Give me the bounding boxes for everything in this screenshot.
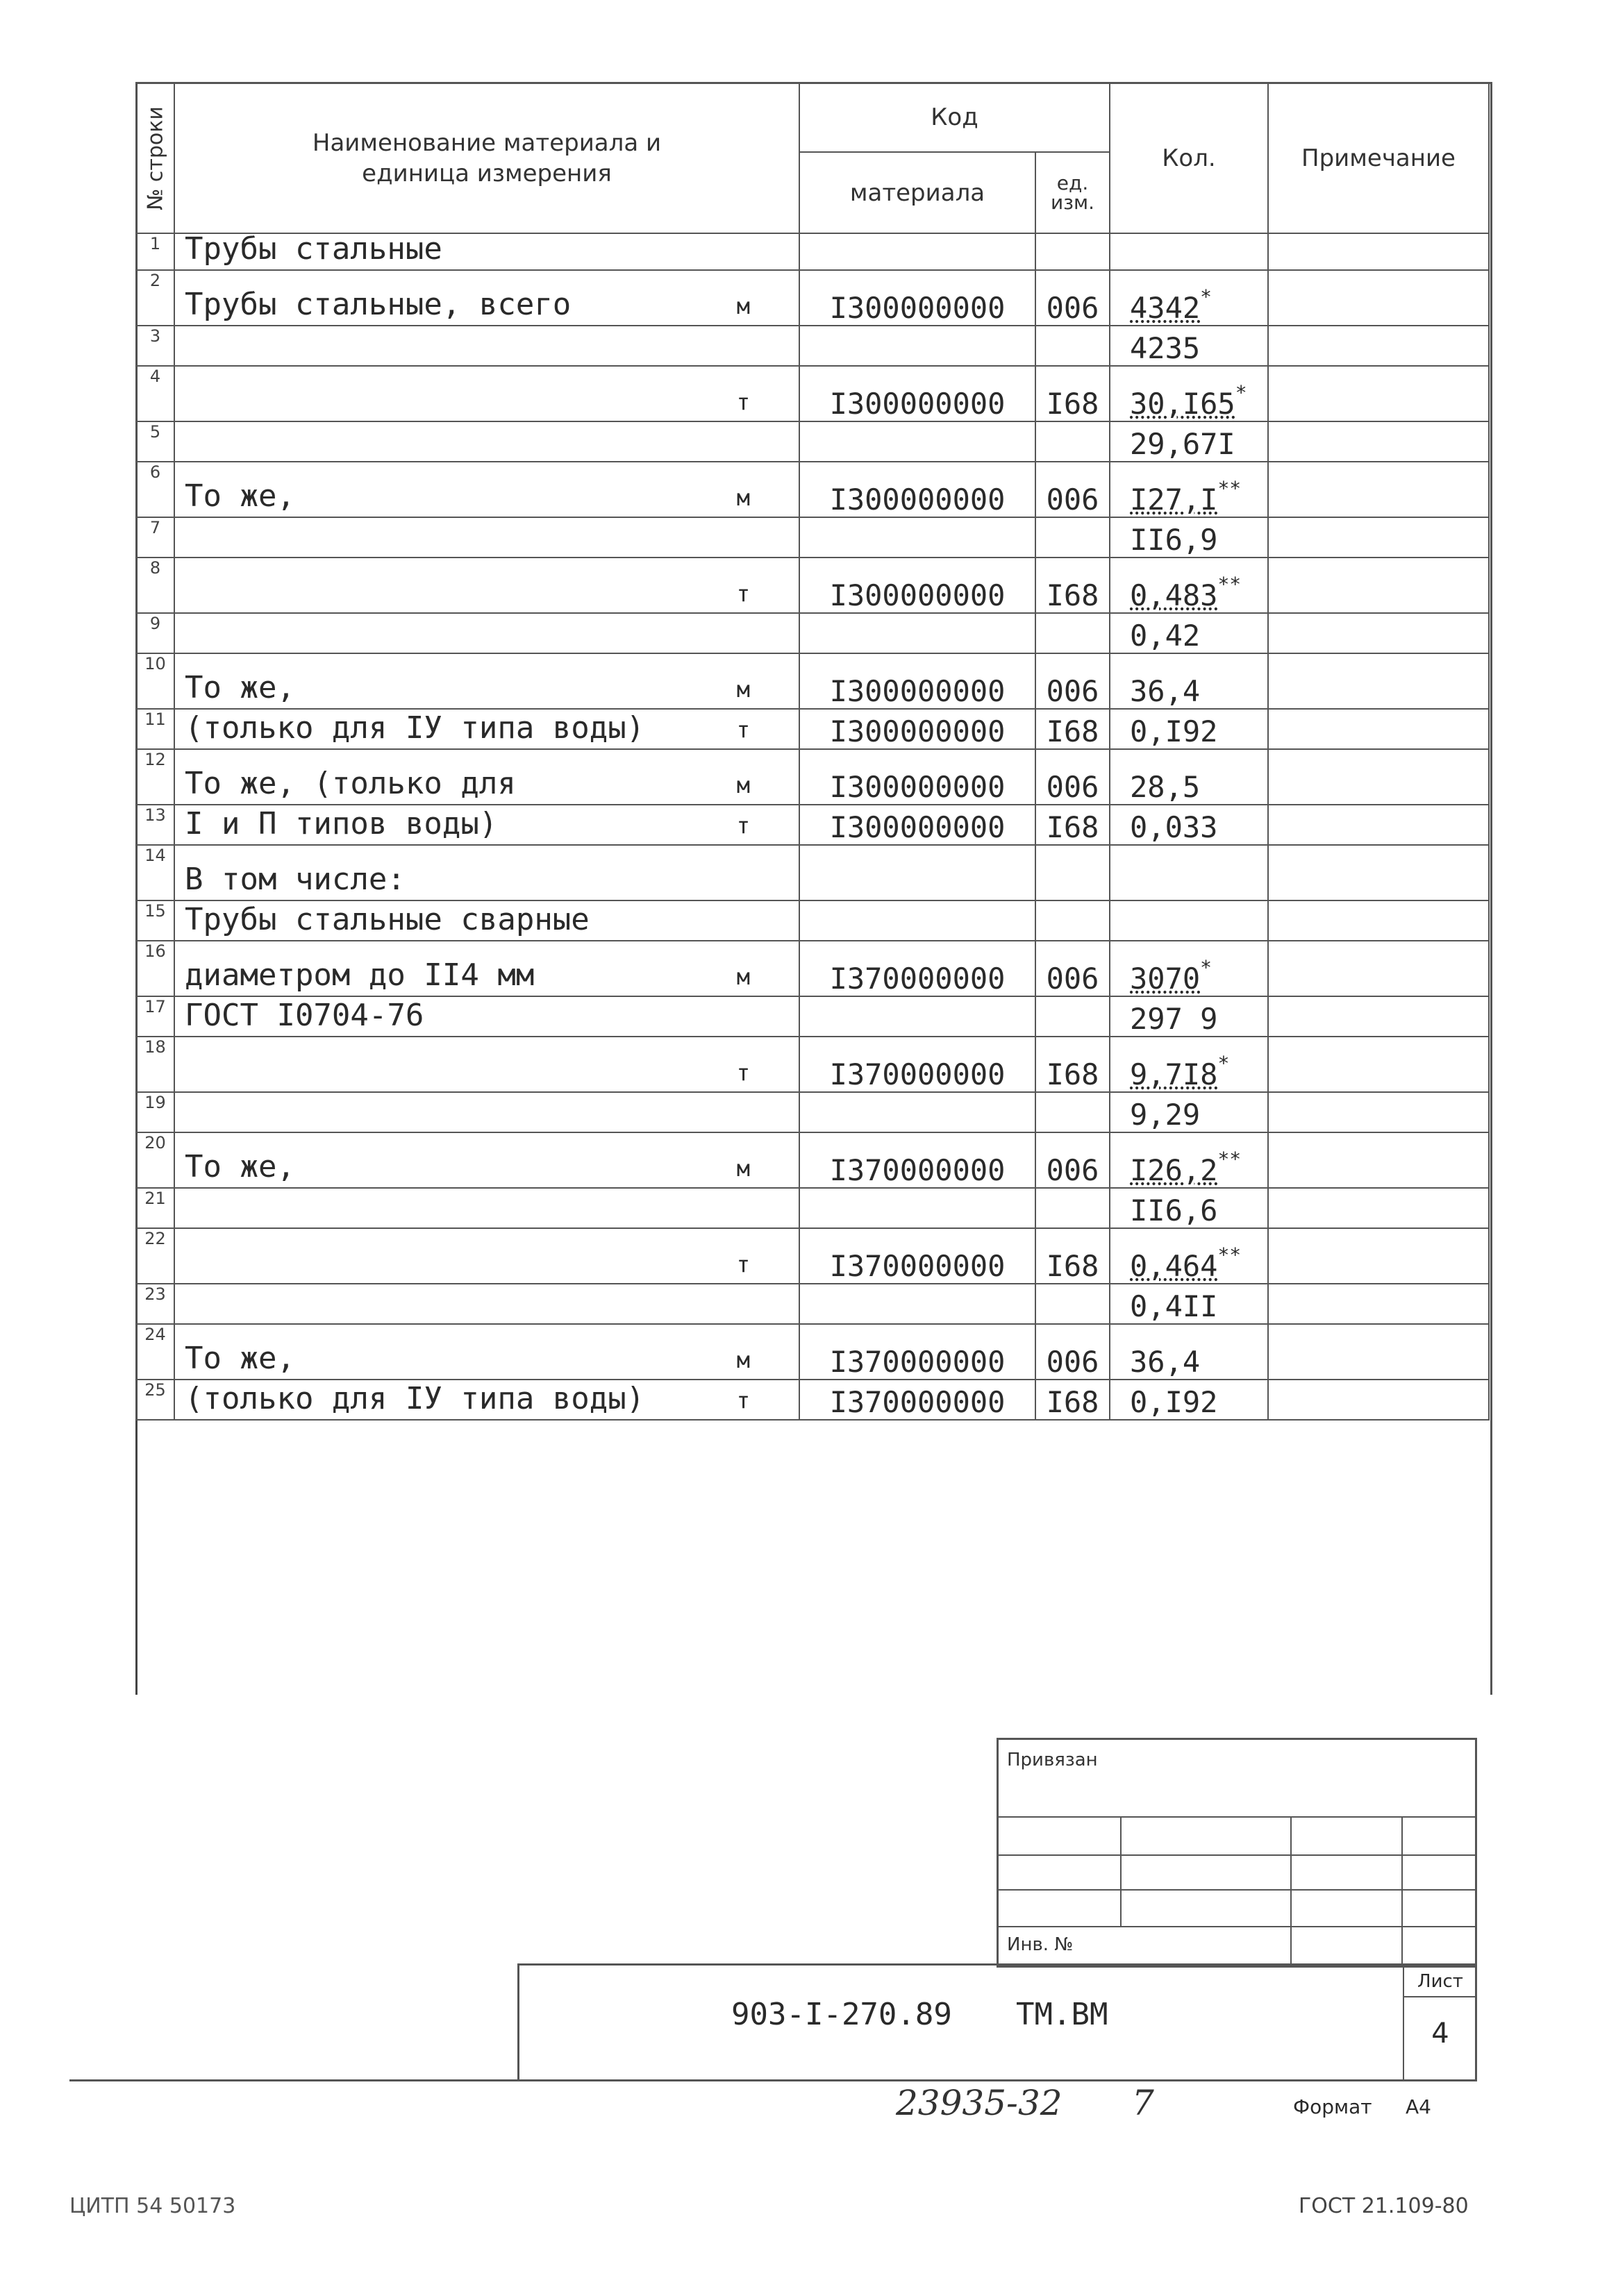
material-code: I300000000	[799, 270, 1035, 326]
stamp-divider	[1120, 1816, 1122, 1926]
table-row	[136, 613, 1489, 653]
material-code	[799, 1188, 1035, 1228]
quantity: 9,7I8	[1130, 1057, 1218, 1091]
material-name-cell	[174, 517, 799, 558]
unit-code	[1035, 233, 1110, 270]
table-row	[136, 900, 1489, 941]
revision-mark: *	[1200, 285, 1212, 308]
material-code: I370000000	[799, 1380, 1035, 1420]
unit-of-measure: т	[736, 812, 750, 839]
stamp-divider	[999, 1889, 1475, 1891]
unit-of-measure: т	[736, 717, 750, 743]
quantity: II6,9	[1130, 523, 1218, 557]
table-row	[136, 1132, 1489, 1188]
note-cell	[1268, 900, 1489, 941]
row-number: 21	[136, 1188, 174, 1228]
table-row	[136, 845, 1489, 900]
table-row	[136, 1284, 1489, 1324]
quantity-cell	[1110, 1092, 1268, 1132]
row-number: 1	[136, 233, 174, 270]
sheet-number: 4	[1431, 2018, 1449, 2050]
material-name: диаметром до II4 мм	[185, 957, 535, 993]
note-cell	[1268, 749, 1489, 805]
quantity: 36,4	[1130, 674, 1201, 708]
table-row	[136, 421, 1489, 462]
material-name-cell	[174, 421, 799, 462]
table-row	[136, 233, 1489, 270]
unit-code	[1035, 613, 1110, 653]
unit-of-measure: т	[736, 1251, 750, 1277]
material-name: В том числе:	[185, 862, 406, 897]
quantity-cell	[1110, 1132, 1268, 1188]
material-code: I300000000	[799, 805, 1035, 845]
format-label: Формат	[1293, 2095, 1372, 2118]
material-code	[799, 613, 1035, 653]
material-code	[799, 421, 1035, 462]
material-name-cell	[174, 613, 799, 653]
row-number: 16	[136, 941, 174, 996]
quantity-cell	[1110, 805, 1268, 845]
unit-of-measure: м	[736, 1347, 750, 1373]
quantity: 30,I65	[1130, 387, 1235, 421]
quantity: 4342	[1130, 291, 1201, 325]
row-number: 18	[136, 1037, 174, 1092]
quantity: I27,I	[1130, 483, 1218, 517]
unit-code	[1035, 900, 1110, 941]
material-name: Трубы стальные сварные	[185, 902, 590, 937]
note-cell	[1268, 613, 1489, 653]
unit-code: 006	[1035, 653, 1110, 709]
table-row	[136, 749, 1489, 805]
table-row	[136, 941, 1489, 996]
row-number: 12	[136, 749, 174, 805]
quantity-cell	[1110, 653, 1268, 709]
material-name: Трубы стальные	[185, 233, 442, 267]
quantity-cell	[1110, 326, 1268, 366]
handwritten-number: 23935-32	[896, 2083, 1062, 2123]
material-code	[799, 900, 1035, 941]
quantity-cell	[1110, 613, 1268, 653]
material-code: I370000000	[799, 1324, 1035, 1380]
material-name-cell	[174, 749, 799, 805]
note-cell	[1268, 1380, 1489, 1420]
header-code-material: материала	[799, 152, 1035, 233]
material-name-cell	[174, 326, 799, 366]
material-code: I370000000	[799, 941, 1035, 996]
quantity: II6,6	[1130, 1193, 1218, 1227]
unit-code: 006	[1035, 462, 1110, 517]
material-code	[799, 326, 1035, 366]
unit-code	[1035, 845, 1110, 900]
revision-mark: *	[1200, 956, 1212, 979]
note-cell	[1268, 653, 1489, 709]
unit-code: I68	[1035, 558, 1110, 613]
row-number: 8	[136, 558, 174, 613]
table-row	[136, 653, 1489, 709]
row-number: 4	[136, 366, 174, 421]
table-row	[136, 366, 1489, 421]
material-name-cell	[174, 462, 799, 517]
quantity-cell	[1110, 462, 1268, 517]
material-name-cell	[174, 1037, 799, 1092]
material-name: То же,	[185, 1341, 295, 1376]
link-stamp	[997, 1738, 1477, 1968]
material-name: То же,	[185, 670, 295, 705]
revision-mark: **	[1217, 1148, 1242, 1171]
row-number: 3	[136, 326, 174, 366]
row-number: 19	[136, 1092, 174, 1132]
sheet-bottom-line	[69, 2079, 1476, 2081]
unit-code: I68	[1035, 805, 1110, 845]
quantity: 0,464	[1130, 1249, 1218, 1283]
unit-of-measure: м	[736, 676, 750, 703]
table-row	[136, 1380, 1489, 1420]
material-code: I370000000	[799, 1037, 1035, 1092]
inv-label: Инв. №	[1007, 1934, 1074, 1955]
quantity-cell	[1110, 749, 1268, 805]
revision-mark: **	[1217, 573, 1242, 596]
row-number: 11	[136, 709, 174, 749]
material-name: (только для IУ типа воды)	[185, 710, 645, 746]
note-cell	[1268, 517, 1489, 558]
table-row	[136, 1037, 1489, 1092]
row-number: 14	[136, 845, 174, 900]
table-row	[136, 1228, 1489, 1284]
note-cell	[1268, 366, 1489, 421]
material-code	[799, 1092, 1035, 1132]
material-name-cell	[174, 996, 799, 1037]
unit-code	[1035, 1092, 1110, 1132]
stamp-divider	[1401, 1816, 1403, 1966]
format-value: А4	[1406, 2095, 1431, 2118]
material-name-cell	[174, 1188, 799, 1228]
material-name-cell	[174, 366, 799, 421]
note-cell	[1268, 270, 1489, 326]
row-number: 15	[136, 900, 174, 941]
note-cell	[1268, 1228, 1489, 1284]
table-row	[136, 558, 1489, 613]
material-code: I370000000	[799, 1228, 1035, 1284]
unit-code: I68	[1035, 366, 1110, 421]
quantity-cell	[1110, 1037, 1268, 1092]
stamp-divider	[999, 1854, 1475, 1856]
material-name: I и П типов воды)	[185, 806, 498, 841]
quantity: 297 9	[1130, 1002, 1218, 1036]
note-cell	[1268, 421, 1489, 462]
header-qty: Кол.	[1110, 83, 1268, 233]
quantity-cell	[1110, 900, 1268, 941]
material-code	[799, 233, 1035, 270]
stamp-divider	[1290, 1816, 1292, 1966]
quantity: 3070	[1130, 962, 1201, 996]
unit-of-measure: т	[736, 1387, 750, 1414]
table-row	[136, 1324, 1489, 1380]
material-code: I300000000	[799, 462, 1035, 517]
unit-of-measure: м	[736, 1155, 750, 1182]
quantity: 0,I92	[1130, 714, 1218, 748]
stamp-divider	[999, 1926, 1475, 1927]
quantity: 0,483	[1130, 578, 1218, 612]
row-number: 22	[136, 1228, 174, 1284]
material-code: I300000000	[799, 653, 1035, 709]
unit-code: I68	[1035, 1228, 1110, 1284]
material-name-cell	[174, 1132, 799, 1188]
quantity-cell	[1110, 517, 1268, 558]
material-name-cell	[174, 1380, 799, 1420]
material-code: I300000000	[799, 749, 1035, 805]
unit-code: I68	[1035, 1037, 1110, 1092]
note-cell	[1268, 805, 1489, 845]
note-cell	[1268, 941, 1489, 996]
material-name: То же,	[185, 478, 295, 514]
doc-code: 903-I-270.89	[731, 1997, 952, 2032]
material-name-cell	[174, 1092, 799, 1132]
material-name-cell	[174, 558, 799, 613]
unit-code: 006	[1035, 1324, 1110, 1380]
quantity: 0,4II	[1130, 1289, 1218, 1323]
note-cell	[1268, 558, 1489, 613]
unit-code	[1035, 1284, 1110, 1324]
row-number: 24	[136, 1324, 174, 1380]
quantity: 0,42	[1130, 619, 1201, 653]
row-number: 17	[136, 996, 174, 1037]
material-name: Трубы стальные, всего	[185, 287, 572, 322]
material-name-cell	[174, 709, 799, 749]
doc-mark: ТМ.ВМ	[1016, 1997, 1108, 2032]
material-code	[799, 517, 1035, 558]
table-row	[136, 462, 1489, 517]
material-code	[799, 845, 1035, 900]
quantity-cell	[1110, 270, 1268, 326]
material-name-cell	[174, 270, 799, 326]
table-row	[136, 517, 1489, 558]
material-name-cell	[174, 1284, 799, 1324]
title-block	[517, 1963, 1477, 2081]
material-name-cell	[174, 1324, 799, 1380]
table-row	[136, 805, 1489, 845]
material-name-cell	[174, 941, 799, 996]
row-number: 23	[136, 1284, 174, 1324]
note-cell	[1268, 1092, 1489, 1132]
material-code	[799, 996, 1035, 1037]
revision-mark: **	[1217, 1243, 1242, 1266]
material-code: I300000000	[799, 366, 1035, 421]
quantity-cell	[1110, 233, 1268, 270]
unit-code	[1035, 996, 1110, 1037]
row-number: 13	[136, 805, 174, 845]
header-row-number: № строки	[136, 83, 174, 233]
material-name: То же,	[185, 1149, 295, 1184]
unit-code	[1035, 421, 1110, 462]
note-cell	[1268, 709, 1489, 749]
header-code-unit: ед. изм.	[1035, 152, 1110, 233]
unit-of-measure: м	[736, 293, 750, 319]
sheet-label: Лист	[1404, 1971, 1476, 1997]
material-name: То же, (только для	[185, 766, 516, 801]
row-number: 6	[136, 462, 174, 517]
unit-of-measure: м	[736, 964, 750, 990]
note-cell	[1268, 233, 1489, 270]
unit-code: I68	[1035, 709, 1110, 749]
material-code: I300000000	[799, 709, 1035, 749]
note-cell	[1268, 1324, 1489, 1380]
sheet-cell	[1403, 1966, 1476, 2081]
material-name: (только для IУ типа воды)	[185, 1381, 645, 1416]
note-cell	[1268, 462, 1489, 517]
unit-of-measure: м	[736, 485, 750, 511]
row-number: 5	[136, 421, 174, 462]
row-number: 20	[136, 1132, 174, 1188]
table-row	[136, 1092, 1489, 1132]
linked-label: Привязан	[1007, 1750, 1098, 1770]
quantity-cell	[1110, 1380, 1268, 1420]
unit-code: 006	[1035, 270, 1110, 326]
material-name-cell	[174, 845, 799, 900]
header-code: Код	[799, 83, 1110, 152]
unit-code	[1035, 1188, 1110, 1228]
quantity: 28,5	[1130, 770, 1201, 804]
note-cell	[1268, 996, 1489, 1037]
org-code: ЦИТП 54 50173	[69, 2194, 236, 2218]
quantity-cell	[1110, 1228, 1268, 1284]
note-cell	[1268, 1132, 1489, 1188]
quantity: 0,033	[1130, 810, 1218, 844]
unit-code	[1035, 326, 1110, 366]
unit-of-measure: т	[736, 389, 750, 415]
quantity-cell	[1110, 709, 1268, 749]
unit-code	[1035, 517, 1110, 558]
quantity: 9,29	[1130, 1098, 1201, 1132]
header-name: Наименование материала и единица измерения	[174, 83, 799, 233]
material-code	[799, 1284, 1035, 1324]
quantity-cell	[1110, 941, 1268, 996]
unit-code: 006	[1035, 749, 1110, 805]
unit-of-measure: т	[736, 1059, 750, 1086]
stamp-divider	[999, 1816, 1475, 1818]
quantity: I26,2	[1130, 1153, 1218, 1187]
note-cell	[1268, 1284, 1489, 1324]
quantity: 29,67I	[1130, 427, 1235, 461]
table-row	[136, 270, 1489, 326]
note-cell	[1268, 1037, 1489, 1092]
quantity: 4235	[1130, 331, 1201, 365]
material-name: ГОСТ I0704-76	[185, 998, 424, 1033]
table-row	[136, 709, 1489, 749]
quantity-cell	[1110, 558, 1268, 613]
quantity-cell	[1110, 366, 1268, 421]
unit-code: 006	[1035, 1132, 1110, 1188]
table-row	[136, 996, 1489, 1037]
row-number: 10	[136, 653, 174, 709]
material-name-cell	[174, 805, 799, 845]
revision-mark: **	[1217, 477, 1242, 500]
header-note: Примечание	[1268, 83, 1489, 233]
note-cell	[1268, 326, 1489, 366]
quantity-cell	[1110, 1284, 1268, 1324]
material-name-cell	[174, 1228, 799, 1284]
revision-mark: *	[1217, 1052, 1230, 1075]
material-code: I370000000	[799, 1132, 1035, 1188]
table-row	[136, 326, 1489, 366]
material-name-cell	[174, 900, 799, 941]
quantity-cell	[1110, 1324, 1268, 1380]
row-number: 2	[136, 270, 174, 326]
unit-code: I68	[1035, 1380, 1110, 1420]
material-name-cell	[174, 233, 799, 270]
material-name-cell	[174, 653, 799, 709]
table-row	[136, 1188, 1489, 1228]
quantity-cell	[1110, 1188, 1268, 1228]
note-cell	[1268, 1188, 1489, 1228]
unit-of-measure: т	[736, 580, 750, 607]
handwritten-suffix: 7	[1132, 2083, 1154, 2123]
quantity-cell	[1110, 421, 1268, 462]
quantity: 36,4	[1130, 1345, 1201, 1379]
materials-table	[135, 82, 1490, 1421]
material-code: I300000000	[799, 558, 1035, 613]
unit-code: 006	[1035, 941, 1110, 996]
note-cell	[1268, 845, 1489, 900]
quantity: 0,I92	[1130, 1385, 1218, 1419]
unit-of-measure: м	[736, 772, 750, 798]
quantity-cell	[1110, 845, 1268, 900]
row-number: 25	[136, 1380, 174, 1420]
gost-reference: ГОСТ 21.109-80	[1299, 2194, 1469, 2218]
row-number: 7	[136, 517, 174, 558]
row-number: 9	[136, 613, 174, 653]
revision-mark: *	[1235, 381, 1247, 404]
quantity-cell	[1110, 996, 1268, 1037]
